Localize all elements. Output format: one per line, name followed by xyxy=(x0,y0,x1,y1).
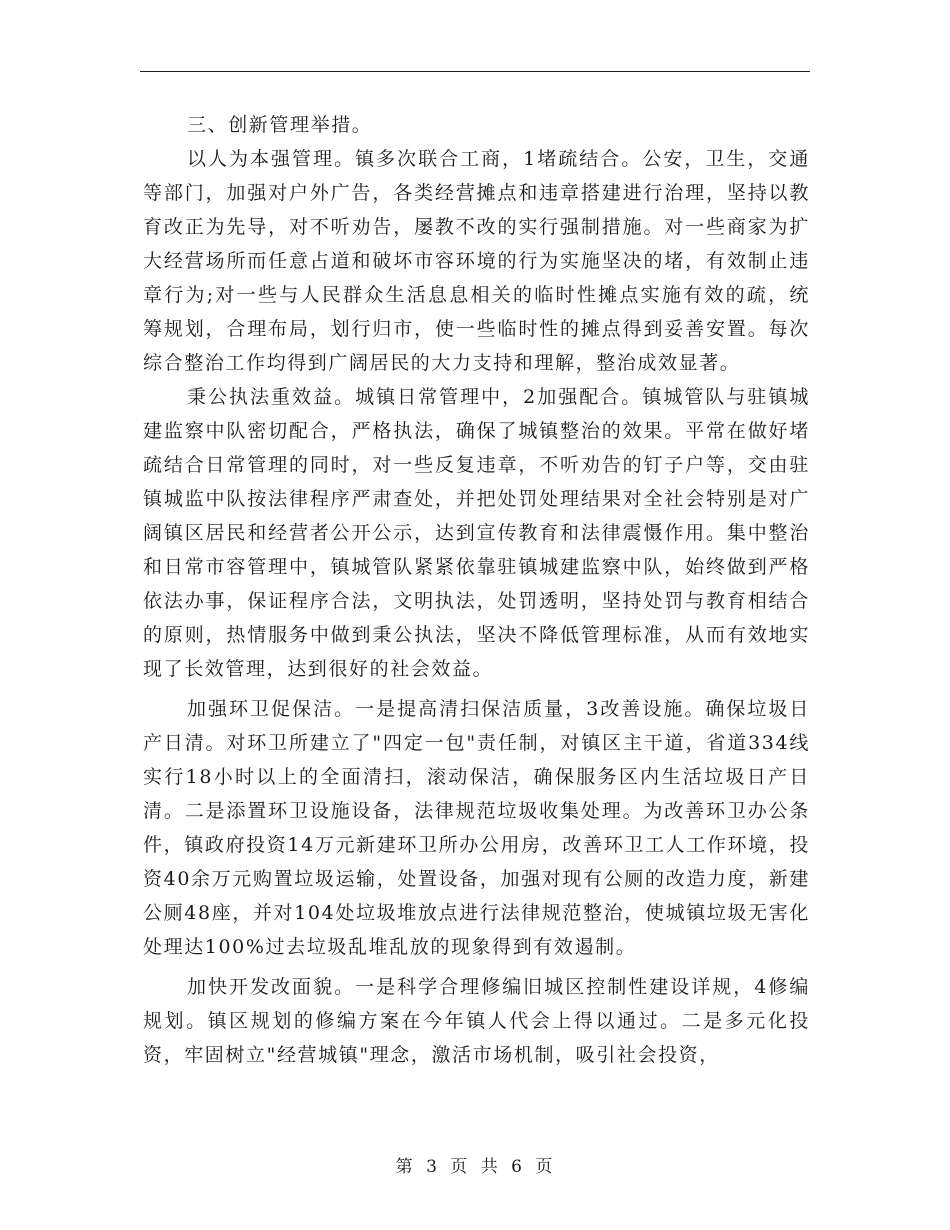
paragraph-management: 以人为本强管理。镇多次联合工商，1堵疏结合。公安，卫生，交通等部门，加强对户外广告，各类经营摊点和违章搭建进行治理，坚持以教育改正为先导，对不听劝告，屡教不改的实行强制措施。对一些商家为扩大经营场所而任意占道和破坏市容环境的行为实施坚决的堵，有效制止违章行为;对一些与人民群众生活息息相关的临时性摊点实施有效的疏，统筹规划，合理布局，划行归市，使一些临时性的摊点得到妥善安置。每次综合整治工作均得到广阔居民的大力支持和理解，整治成效显著。 xyxy=(143,148,810,374)
section-heading: 三、创新管理举措。 xyxy=(187,114,373,136)
paragraph-law-enforcement: 秉公执法重效益。城镇日常管理中，2加强配合。镇城管队与驻镇城建监察中队密切配合，严格执法，确保了城镇整治的效果。平常在做好堵疏结合日常管理的同时，对一些反复违章，不听劝告的钉子户等，交由驻镇城监中队按法律程序严肃查处，并把处罚处理结果对全社会特别是对广阔镇区居民和经营者公开公示，达到宣传教育和法律震慑作用。集中整治和日常市容管理中，镇城管队紧紧依靠驻镇城建监察中队，始终做到严格依法办事，保证程序合法，文明执法，处罚透明，坚持处罚与教育相结合的原则，热情服务中做到秉公执法，坚决不降低管理标准，从而有效地实现了长效管理，达到很好的社会效益。 xyxy=(143,386,810,680)
document-body xyxy=(143,108,810,1072)
paragraph-sanitation: 加强环卫促保洁。一是提高清扫保洁质量，3改善设施。确保垃圾日产日清。对环卫所建立了"四定一包"责任制，对镇区主干道，省道334线实行18小时以上的全面清扫，滚动保洁，确保服务区内生活垃圾日产日清。二是添置环卫设施设备，法律规范垃圾收集处理。为改善环卫办公条件，镇政府投资14万元新建环卫所办公用房，改善环卫工人工作环境，投资40余万元购置垃圾运输，处置设备，加强对现有公厕的改造力度，新建公厕48座，并对104处垃圾堆放点进行法律规范整治，使城镇垃圾无害化处理达100%过去垃圾乱堆乱放的现象得到有效遏制。 xyxy=(143,698,810,958)
paragraph-development: 加快开发改面貌。一是科学合理修编旧城区控制性建设详规，4修编规划。镇区规划的修编方案在今年镇人代会上得以通过。二是多元化投资，牢固树立"经营城镇"理念，激活市场机制，吸引社会投资， xyxy=(143,976,810,1066)
page-number: 第 3 页 共 6 页 xyxy=(395,1157,555,1177)
header-rule xyxy=(140,71,810,72)
